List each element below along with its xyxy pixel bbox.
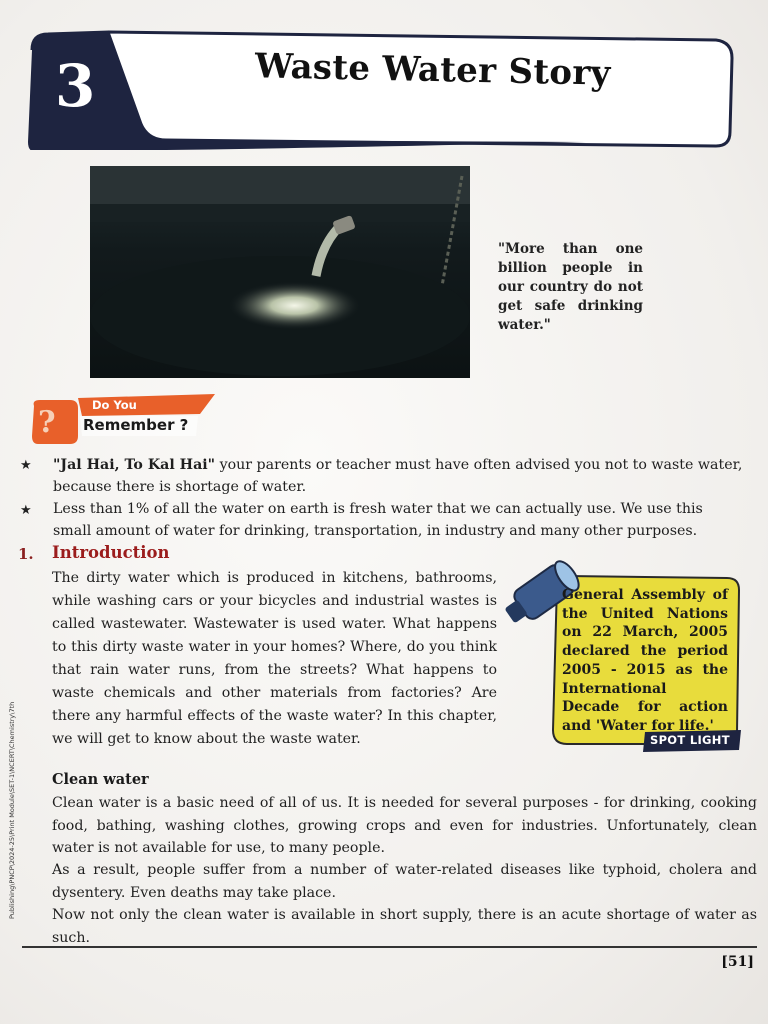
spotlight-text: General Assembly of the United Nations on 22 March, 2005 declared the period 2005 - 2015 as the International Decade for action and 'Water for life.' — [562, 587, 728, 734]
page-title: Waste Water Story — [254, 46, 612, 94]
section-title: Introduction — [52, 543, 170, 562]
bullet-text: your parents or teacher must have often advised you not to waste water, because there is shortage of water. — [53, 457, 743, 495]
clean-water-paragraph-2: As a result, people suffer from a number of water-related diseases like typhoid, cholera and dysentery. Even deaths may take place. — [52, 862, 757, 901]
svg-text:?: ? — [38, 405, 56, 438]
footer-divider — [22, 946, 757, 948]
chapter-header — [26, 28, 734, 150]
introduction-paragraph: The dirty water which is produced in kitchens, bathrooms, while washing cars or your bicycles and industrial wastes is called wastewater. Wastewater is used water. What happens to this dirty waste water in your homes? Where, do you think that rain water runs, from the streets? What happens to waste chemicals and other materials from factories? Are there any harmful effects of the waste water? In this chapter, we will get to know about the waste water. — [52, 570, 497, 747]
question-icon — [34, 404, 60, 438]
bullet-item-2: Less than 1% of all the water on earth is fresh water that we can actually use. We use this small amount of water for drinking, transportation, in industry and many other purposes. — [53, 501, 703, 539]
section-number: 1. — [18, 545, 34, 563]
chapter-number: 3 — [55, 52, 96, 120]
star-bullet-icon: ★ — [20, 503, 32, 518]
star-bullet-icon: ★ — [20, 458, 32, 473]
bullet-item-1 — [53, 454, 743, 498]
wastewater-pipe-photo — [90, 166, 470, 378]
bullet-strong: "Jal Hai, To Kal Hai" — [53, 457, 216, 473]
clean-water-paragraph-3: Now not only the clean water is available in short supply, there is an acute shortage of water as such. — [52, 907, 757, 946]
remember-small-label: Do You — [92, 398, 137, 412]
quote-text: "More than one billion people in our country do not get safe drinking water." — [498, 241, 643, 333]
page-number: [51] — [721, 954, 754, 970]
clean-water-paragraph-1: Clean water is a basic need of all of us. It is needed for several purposes - for drinking, cooking food, bathing, washing clothes, growing crops and even for industries. Unfortunately, clean water is not available for use, to many people. — [52, 795, 757, 856]
clean-water-heading: Clean water — [52, 771, 149, 788]
side-print-info: Publishing\PNCP\2024-25\Print Module\SET-1\NCERT\Chemistry\7th — [8, 701, 16, 919]
spotlight-label: SPOT LIGHT — [650, 733, 730, 747]
remember-heading: Remember ? — [83, 416, 189, 434]
